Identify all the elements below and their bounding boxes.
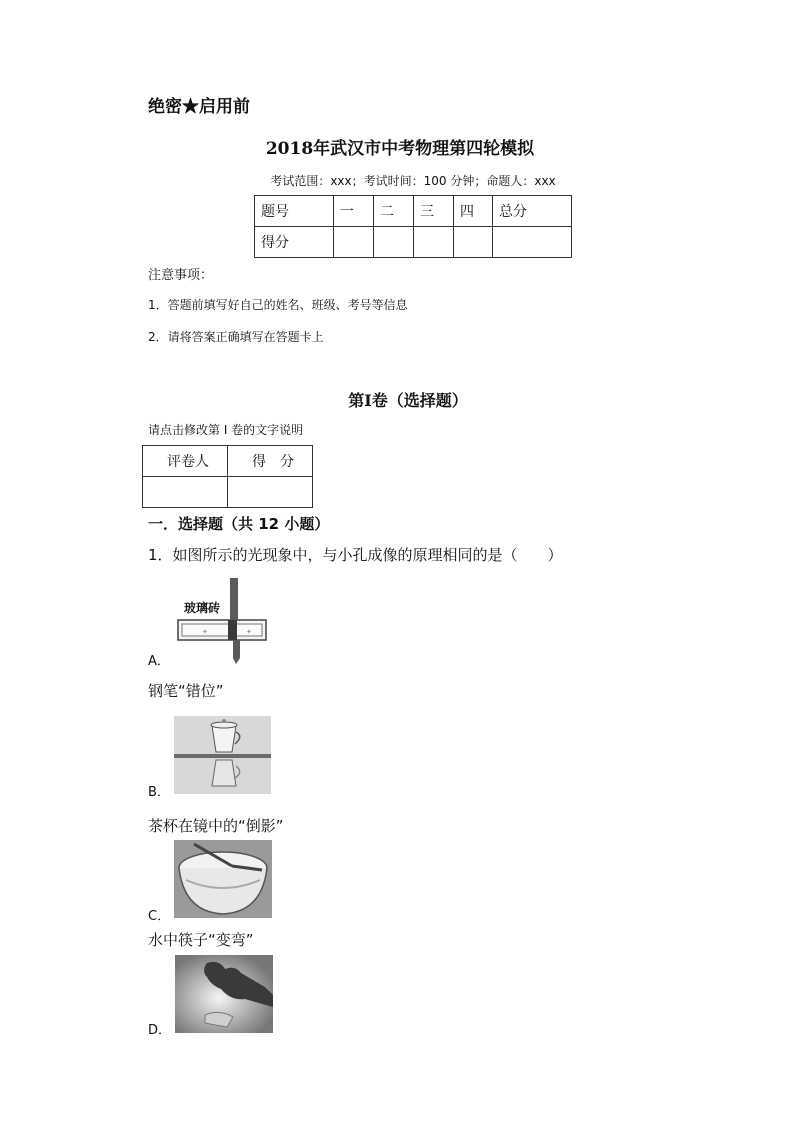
- exam-title: 2018年武汉市中考物理第四轮模拟: [265, 139, 535, 159]
- score-cell[interactable]: [374, 227, 414, 258]
- option-a-image-label: 玻璃砖: [184, 601, 221, 615]
- score-row-label: 得分: [255, 227, 334, 258]
- option-d-image: [175, 955, 273, 1033]
- score-header: 得 分: [228, 446, 313, 477]
- svg-text:✦: ✦: [202, 628, 208, 636]
- score-header-cell: 二: [374, 196, 414, 227]
- option-b-caption: 茶杯在镜中的“倒影”: [148, 817, 284, 835]
- note-item: 1．答题前填写好自己的姓名、班级、考号等信息: [148, 298, 408, 312]
- exam-info: 考试范围：xxx；考试时间：100 分钟；命题人：xxx: [270, 174, 556, 188]
- score-header-cell: 四: [454, 196, 493, 227]
- question-stem: 1．如图所示的光现象中，与小孔成像的原理相同的是（ ）: [148, 546, 563, 564]
- notes-heading: 注意事项：: [148, 268, 214, 283]
- score-header-cell: 总分: [493, 196, 572, 227]
- score-cell[interactable]: [414, 227, 454, 258]
- option-a-image: [176, 578, 276, 664]
- volume-title: 第Ⅰ卷（选择题）: [348, 391, 468, 410]
- option-b-letter[interactable]: B．: [148, 785, 170, 800]
- option-b-image: [174, 716, 271, 794]
- option-c-letter[interactable]: C．: [148, 909, 171, 924]
- grader-table: [142, 445, 313, 508]
- score-table: [254, 195, 572, 258]
- score-cell[interactable]: [493, 227, 572, 258]
- option-a-letter[interactable]: A．: [148, 654, 170, 669]
- score-table-header-row: [255, 196, 572, 227]
- note-item: 2．请将答案正确填写在答题卡上: [148, 330, 324, 344]
- section-heading: 一．选择题（共 12 小题）: [148, 515, 330, 533]
- option-d-letter[interactable]: D．: [148, 1023, 172, 1038]
- score-header-cell: 三: [414, 196, 454, 227]
- option-c-caption: 水中筷子“变弯”: [148, 931, 254, 949]
- grader-cell[interactable]: [143, 477, 228, 508]
- score-cell[interactable]: [228, 477, 313, 508]
- score-header-cell: 一: [334, 196, 374, 227]
- score-table-score-row: [255, 227, 572, 258]
- volume-note: 请点击修改第 I 卷的文字说明: [148, 423, 304, 437]
- grader-header: 评卷人: [143, 446, 228, 477]
- score-header-cell: 题号: [255, 196, 334, 227]
- option-a-caption: 钢笔“错位”: [148, 682, 224, 700]
- score-cell[interactable]: [454, 227, 493, 258]
- score-cell[interactable]: [334, 227, 374, 258]
- option-c-image: [174, 840, 272, 918]
- svg-text:✦: ✦: [246, 628, 252, 636]
- secret-mark: 绝密★启用前: [148, 97, 250, 117]
